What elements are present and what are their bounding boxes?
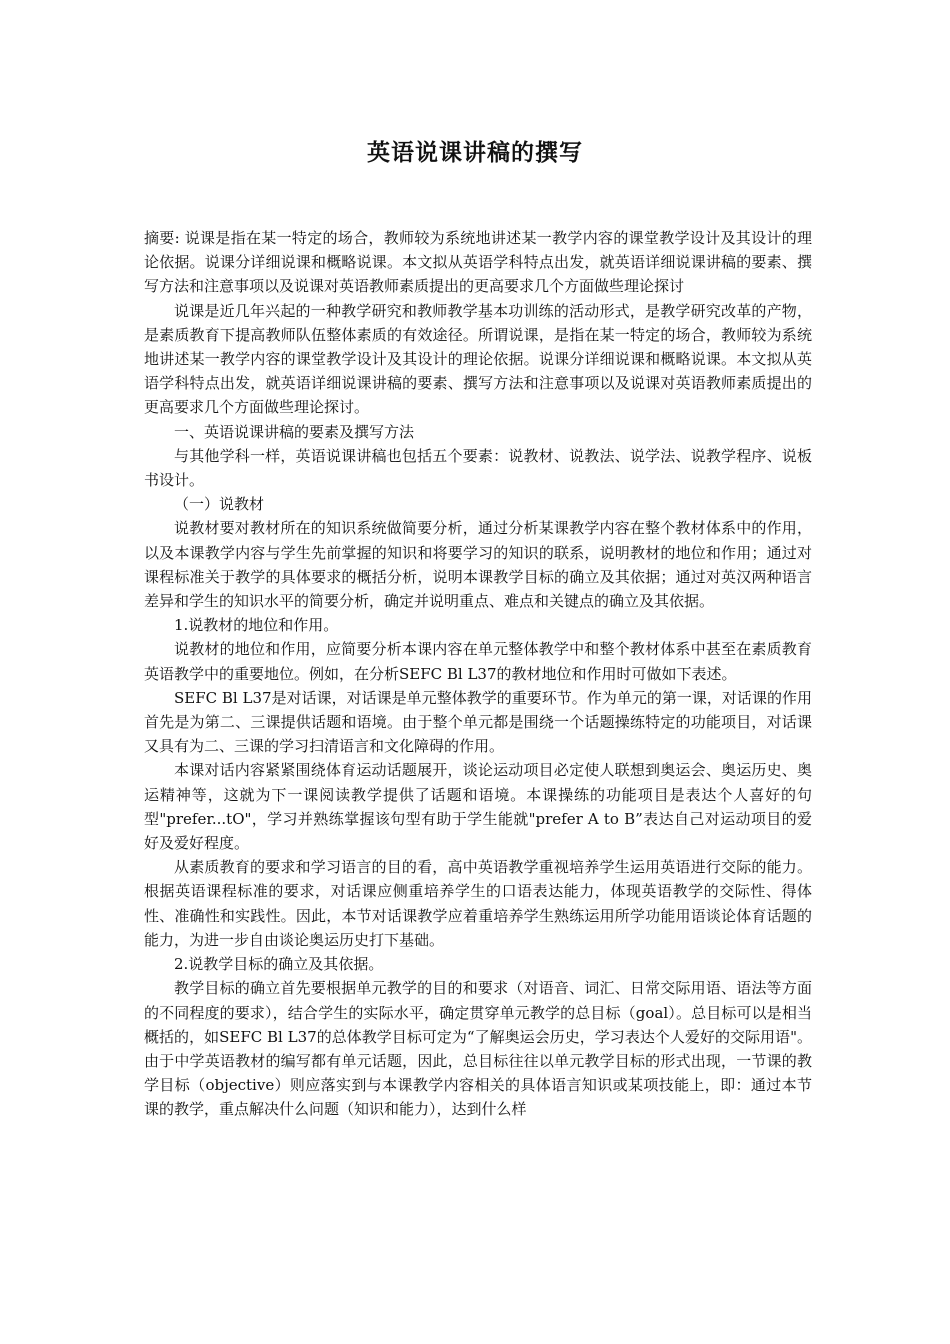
document-body	[144, 226, 812, 1122]
abstract-paragraph: 摘要: 说课是指在某一特定的场合，教师较为系统地讲述某一教学内容的课堂教学设计及其设计的理论依据。说课分详细说课和概略说课。本文拟从英语学科特点出发，就英语详细说课讲稿的要素、撰写方法和注意事项以及说课对英语教师素质提出的更高要求几个方面做些理论探讨	[144, 229, 812, 296]
subsection-heading: （一）说教材	[174, 495, 265, 514]
section-heading: 一、英语说课讲稿的要素及撰写方法	[174, 422, 415, 441]
body-paragraph: 与其他学科一样，英语说课讲稿也包括五个要素：说教材、说教法、说学法、说教学程序、说板书设计。	[144, 446, 812, 490]
body-paragraph: 说教材要对教材所在的知识系统做简要分析，通过分析某课教学内容在整个教材体系中的作用，以及本课教学内容与学生先前掌握的知识和将要学习的知识的联系，说明教材的地位和作用；通过对课程标准关于教学的具体要求的概括分析，说明本课教学目标的确立及其依据；通过对英汉两种语言差异和学生的知识水平的简要分析，确定并说明重点、难点和关键点的确立及其依据。	[144, 519, 812, 611]
document-title: 英语说课讲稿的撰写	[367, 139, 583, 166]
body-paragraph: 教学目标的确立首先要根据单元教学的目的和要求（对语音、词汇、日常交际用语、语法等方面的不同程度的要求），结合学生的实际水平，确定贯穿单元教学的总目标（goal）。总目标可以是相当概括的，如SEFC Bl L37的总体教学目标可定为“了解奥运会历史，学习表达个人爱好的交际用语"。由于中学英语教材的编写都有单元话题，因此，总目标往往以单元教学目标的形式出现，一节课的教学目标（objective）则应落实到与本课教学内容相关的具体语言知识或某项技能上，即：通过本节课的教学，重点解决什么问题（知识和能力），达到什么样	[144, 979, 812, 1119]
numbered-heading: 2.说教学目标的确立及其依据。	[174, 955, 384, 974]
body-paragraph: 说课是近几年兴起的一种教学研究和教师教学基本功训练的活动形式，是教学研究改革的产物，是素质教育下提高教师队伍整体素质的有效途径。所谓说课，是指在某一特定的场合，教师较为系统地讲述某一教学内容的课堂教学设计及其设计的理论依据。说课分详细说课和概略说课。本文拟从英语学科特点出发，就英语详细说课讲稿的要素、撰写方法和注意事项以及说课对英语教师素质提出的更高要求几个方面做些理论探讨。	[144, 301, 812, 417]
body-paragraph: SEFC Bl L37是对话课，对话课是单元整体教学的重要环节。作为单元的第一课，对话课的作用首先是为第二、三课提供话题和语境。由于整个单元都是围绕一个话题操练特定的功能项目，对话课又具有为二、三课的学习扫清语言和文化障碍的作用。	[144, 688, 812, 756]
numbered-heading: 1.说教材的地位和作用。	[174, 616, 339, 635]
body-paragraph: 从素质教育的要求和学习语言的目的看，高中英语教学重视培养学生运用英语进行交际的能力。根据英语课程标准的要求，对话课应侧重培养学生的口语表达能力，体现英语教学的交际性、得体性、准确性和实践性。因此，本节对话课教学应着重培养学生熟练运用所学功能用语谈论体育话题的能力，为进一步自由谈论奥运历史打下基础。	[144, 858, 812, 949]
body-paragraph: 说教材的地位和作用，应简要分析本课内容在单元整体教学中和整个教材体系中甚至在素质教育英语教学中的重要地位。例如，在分析SEFC Bl L37的教材地位和作用时可做如下表述。	[144, 640, 812, 683]
body-paragraph: 本课对话内容紧紧围绕体育运动话题展开，谈论运动项目必定使人联想到奥运会、奥运历史、奥运精神等，这就为下一课阅读教学提供了话题和语境。本课操练的功能项目是表达个人喜好的句型"prefer...tO"，学习并熟练掌握该句型有助于学生能就"prefer A to B”表达自己对运动项目的爱好及爱好程度。	[144, 761, 812, 853]
